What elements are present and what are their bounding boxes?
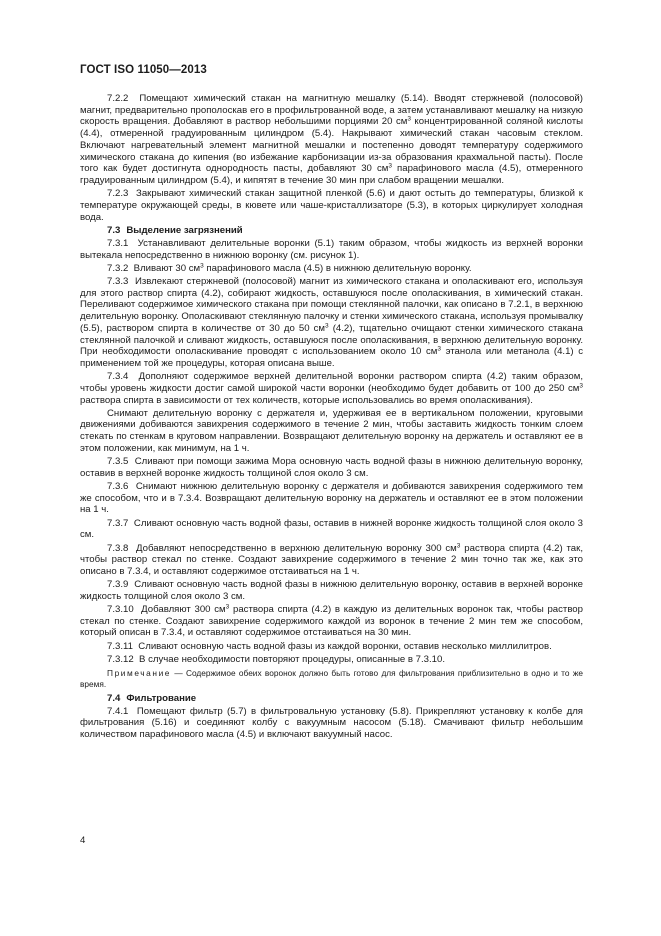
clause-text: Добавляют 300 $см^3$ раствора спирта (4.2) в каждую из делительных воронок так, чтобы раствор стекал по стенке. Создают завихрение содержимого каждой из воронок в течение 2 мин тем же способом, который описан в 7.3.4, и оставляют содержимое отстаиваться на 30 мин. [80,603,583,639]
document-body [80,93,583,742]
clause-paragraph [80,456,583,479]
clause-paragraph [80,408,583,455]
clause-number: 7.2.2 [107,93,140,104]
clause-number: 7.3.7 [107,517,134,529]
clause-paragraph [80,263,583,275]
clause-number: 7.3.12 [107,653,140,665]
note [80,668,583,690]
clause-text: Снимают делительную воронку с держателя и, удерживая ее в вертикальном положении, круговыми движениями добиваются завихрения содержимого в течение 2 мин, чтобы заставить жидкость тонким слоем стекать по стенкам в круговом направлении. Возвращают делительную воронку на держатель и оставляют ее в этом положении, как минимум, на 1 ч. [80,407,583,454]
clause-number: 7.3.5 [107,456,135,468]
clause-paragraph [80,518,583,541]
clause-number: 7.3.10 [107,604,142,616]
clause-number: 7.3.3 [107,276,135,288]
clause-number: 7.3.6 [107,481,136,492]
clause-paragraph [80,276,583,370]
clause-paragraph [80,706,583,741]
clause-number: 7.3.8 [107,542,137,554]
clause-paragraph [80,654,583,666]
clause-text: Закрывают химический стакан защитной пленкой (5.6) и дают остыть до температуры, близкой к температуре окружающей среды, в кювете или чаше-кристаллизаторе (5.3), в которых циркулирует холодная вода. [80,188,583,223]
section-heading [80,693,583,705]
section-heading [80,225,583,237]
clause-text: Извлекают стержневой (полосовой) магнит из химического стакана и ополаскивают его, используя для этого раствор спирта (4.2), собирают жидкость, оставшуюся после ополаскивания, в химический стакан. Переливают содержимое химического стакана при помощи стеклянной палочки, как описано в 7.2.1, в верхнюю делительную воронку. Ополаскивают стеклянную палочку и стенки химического стакана, используя промывалку (5.5), раствором спирта в количестве от 30 до 50 $см^3$ (4.2), тщательно очищают стенки химического стакана стеклянной палочкой и сливают жидкость, оставшуюся после ополаскивания, в верхнюю делительную воронку. При необходимости ополаскивание проводят с использованием около 10 $см^3$ этанола или метанола (4.1) с применением той же процедуры, которая описана выше. [80,276,584,369]
clause-text: Сливают основную часть водной фазы в нижнюю делительную воронку, оставив в верхней воронке жидкость толщиной слоя около 3 см. [80,579,583,602]
clause-text: Добавляют непосредственно в верхнюю делительную воронку 300 $см^3$ раствора спирта (4.2) так, чтобы раствор стекал по стенке. Создают завихрение содержимого в течение 2 мин точно так же, как это описано в 7.3.4, и оставляют содержимое отстаиваться на 1 ч. [80,542,584,577]
clause-paragraph [80,188,583,223]
clause-text: Сливают основную часть водной фазы, оставив в нижней воронке жидкость толщиной слоя около 3 см. [80,517,583,541]
clause-text: Помещают фильтр (5.7) в фильтровальную установку (5.8). Прикрепляют установку к колбе для фильтрования (5.16) и соединяют колбу с вакуумным насосом (5.18). Смачивают фильтр небольшим количеством парафинового масла (4.5) и включают вакуумный насос. [80,705,583,741]
clause-paragraph [80,481,583,516]
note-label: Примечание [107,667,172,678]
clause-text: Помещают химический стакан на магнитную мешалку (5.14). Вводят стержневой (полосовой) магнит, предварительно прополоскав его в профильтрованной воде, а затем устанавливают мешалку на низкую скорость вращения. Добавляют в раствор небольшими порциями 20 $см^3$ концентрированной соляной кислоты (4.4), отмеренной градуированным цилиндром (5.4). Накрывают химический стакан часовым стеклом. Включают нагревательный элемент магнитной мешалки и постепенно доводят температуру содержимого химического стакана до кипения (во избежание карбонизации из-за образования крахмальной пасты). После того как будет достигнута однородность пасты, добавляют 30 $см^3$ парафинового масла (4.5), отмеренного градуированным цилиндром (5.4), и кипятят в течение 30 мин при слабом вращении мешалки. [80,93,583,186]
clause-paragraph [80,543,583,578]
clause-number: 7.3.4 [107,371,139,383]
clause-paragraph [80,604,583,639]
section-title: Фильтрование [126,692,197,704]
document-header: ГОСТ ISO 11050—2013 [80,64,207,76]
clause-text: Сливают основную часть водной фазы из каждой воронки, оставив несколько миллилитров. [138,640,552,652]
clause-text: В случае необходимости повторяют процедуры, описанные в 7.3.10. [139,653,446,665]
clause-text: Дополняют содержимое верхней делительной воронки раствором спирта (4.2) таким образом, чтобы уровень жидкости достиг самой широкой части воронки (необходимо будет добавить от 100 до 250 $см^3$ раствора спирта в зависимости от тех количеств, которые использовались во время ополаскивания). [80,371,583,406]
clause-number: 7.4.1 [107,705,137,717]
clause-number: 7.3.1 [107,237,138,249]
clause-text: Сливают при помощи зажима Мора основную часть водной фазы в нижнюю делительную воронку, оставив в верхней воронке жидкость толщиной слоя около 3 см. [80,456,583,479]
clause-paragraph [80,238,583,261]
clause-number: 7.3.2 [107,262,134,274]
section-title: Выделение загрязнений [126,224,243,236]
clause-number: 7.2.3 [107,188,137,200]
clause-number: 7.3.9 [107,579,135,591]
clause-paragraph [80,641,583,653]
page-number: 4 [80,835,86,846]
section-number: 7.4 [107,692,121,704]
clause-number: 7.3.11 [107,640,139,652]
clause-paragraph [80,93,583,187]
clause-text: Вливают 30 $см^3$ парафинового масла (4.5) в нижнюю делительную воронку. [133,262,472,274]
clause-paragraph [80,371,583,406]
clause-text: Устанавливают делительные воронки (5.1) таким образом, чтобы жидкость из верхней воронки вытекала непосредственно в нижнюю воронку (см. рисунок 1). [80,237,583,261]
clause-paragraph [80,579,583,602]
clause-text: Снимают нижнюю делительную воронку с держателя и добиваются завихрения содержимого тем же способом, что и в 7.3.4. Возвращают делительную воронку на держатель и оставляют ее в этом положении на 1 ч. [80,481,583,516]
note-text: — Содержимое обеих воронок должно быть готово для фильтрования приблизительно в одно и то же время. [80,667,583,689]
section-number: 7.3 [107,224,121,236]
